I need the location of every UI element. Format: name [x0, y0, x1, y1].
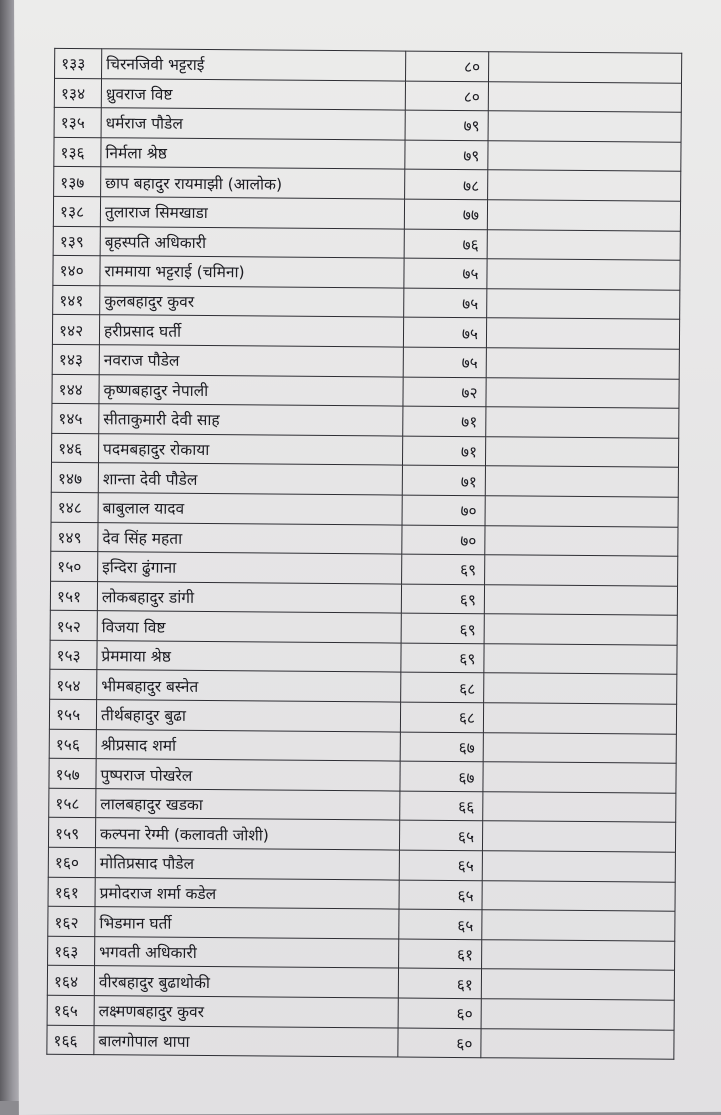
- score-cell: ६१: [398, 968, 481, 998]
- name-cell: भिडमान घर्ती: [95, 907, 399, 939]
- serial-number-cell: १५१: [50, 581, 97, 611]
- remarks-cell: [486, 407, 679, 438]
- serial-number-cell: १४४: [52, 374, 99, 404]
- name-cell: निर्मला श्रेष्ठ: [101, 137, 405, 169]
- serial-number-cell: १५६: [49, 729, 96, 759]
- table-row: [50, 640, 677, 675]
- remarks-cell: [485, 496, 678, 527]
- serial-number-cell: १४६: [51, 433, 98, 463]
- name-cell: कल्पना रेग्मी (कलावती जोशी): [95, 818, 399, 850]
- serial-number-cell: १६१: [48, 877, 95, 907]
- remarks-cell: [487, 288, 680, 319]
- name-cell: कुलबहादुर कुवर: [100, 285, 404, 317]
- remarks-cell: [487, 200, 680, 231]
- score-cell: ७८: [405, 169, 488, 199]
- serial-number-cell: १३५: [54, 108, 101, 138]
- serial-number-cell: १३३: [55, 48, 102, 78]
- table-row: [51, 492, 678, 527]
- score-cell: ७५: [404, 258, 487, 288]
- serial-number-cell: १५७: [49, 759, 96, 789]
- table-row: [54, 137, 681, 172]
- score-cell: ७६: [404, 229, 487, 259]
- score-cell: ८०: [406, 51, 489, 81]
- serial-number-cell: १३८: [53, 196, 100, 226]
- table-row: [54, 108, 681, 143]
- name-cell: सीताकुमारी देवी साह: [99, 404, 403, 436]
- score-cell: ६५: [399, 850, 482, 880]
- serial-number-cell: १५४: [50, 670, 97, 700]
- name-cell: वीरबहादुर बुढाथोकी: [94, 966, 398, 998]
- score-cell: ६५: [399, 909, 482, 939]
- name-cell: हरीप्रसाद घर्ती: [99, 315, 403, 347]
- name-cell: शान्ता देवी पौडेल: [98, 463, 402, 495]
- score-cell: ६०: [398, 1028, 481, 1058]
- remarks-cell: [487, 259, 680, 290]
- name-cell: नवराज पौडेल: [99, 345, 403, 377]
- serial-number-cell: १३७: [54, 167, 101, 197]
- remarks-cell: [483, 762, 676, 793]
- serial-number-cell: १६५: [47, 995, 94, 1025]
- results-table-body: [47, 48, 682, 1059]
- name-cell: कृष्णबहादुर नेपाली: [99, 374, 403, 406]
- table-row: [51, 551, 678, 586]
- serial-number-cell: १४५: [52, 403, 99, 433]
- table-row: [54, 167, 681, 202]
- results-table: [46, 48, 682, 1060]
- name-cell: ध्रुवराज विष्ट: [101, 78, 405, 110]
- remarks-cell: [484, 614, 677, 645]
- remarks-cell: [481, 1028, 674, 1059]
- score-cell: ६६: [400, 791, 483, 821]
- serial-number-cell: १६४: [47, 966, 94, 996]
- serial-number-cell: १४१: [53, 285, 100, 315]
- name-cell: लोकबहादुर डांगी: [97, 581, 401, 613]
- table-row: [51, 463, 678, 498]
- score-cell: ६९: [401, 584, 484, 614]
- table-row: [54, 78, 681, 113]
- serial-number-cell: १४७: [51, 463, 98, 493]
- score-cell: ६८: [400, 702, 483, 732]
- table-row: [50, 670, 677, 705]
- table-row: [47, 1025, 674, 1060]
- name-cell: धर्मराज पौडेल: [101, 108, 405, 140]
- name-cell: प्रमोदराज शर्मा कडेल: [95, 877, 399, 909]
- serial-number-cell: १३६: [54, 137, 101, 167]
- name-cell: पुष्पराज पोखरेल: [96, 759, 400, 791]
- serial-number-cell: १४९: [51, 522, 98, 552]
- score-cell: ७०: [402, 525, 485, 555]
- score-cell: ७१: [402, 436, 485, 466]
- name-cell: भीमबहादुर बस्नेत: [97, 670, 401, 702]
- remarks-cell: [481, 999, 674, 1030]
- name-cell: लालबहादुर खडका: [96, 789, 400, 821]
- serial-number-cell: १६०: [48, 847, 95, 877]
- name-cell: भगवती अधिकारी: [95, 936, 399, 968]
- remarks-cell: [482, 910, 675, 941]
- name-cell: तीर्थबहादुर बुढा: [96, 700, 400, 732]
- remarks-cell: [486, 348, 679, 379]
- name-cell: बृहस्पति अधिकारी: [100, 226, 404, 258]
- remarks-cell: [484, 644, 677, 675]
- remarks-cell: [485, 436, 678, 467]
- remarks-cell: [484, 584, 677, 615]
- score-cell: ७२: [403, 377, 486, 407]
- remarks-cell: [485, 555, 678, 586]
- name-cell: चिरनजिवी भट्टराई: [102, 49, 406, 81]
- score-cell: ६०: [398, 998, 481, 1028]
- serial-number-cell: १५०: [51, 551, 98, 581]
- document-page: [14, 0, 721, 1115]
- score-cell: ७१: [403, 406, 486, 436]
- remarks-cell: [488, 141, 681, 172]
- score-cell: ६५: [399, 880, 482, 910]
- name-cell: बालगोपाल थापा: [94, 1025, 398, 1057]
- score-cell: ६५: [399, 820, 482, 850]
- name-cell: तुलाराज सिमखाडा: [100, 197, 404, 229]
- score-cell: ७०: [402, 495, 485, 525]
- score-cell: ७१: [402, 465, 485, 495]
- serial-number-cell: १५२: [50, 611, 97, 641]
- score-cell: ६१: [399, 939, 482, 969]
- score-cell: ७९: [405, 140, 488, 170]
- score-cell: ७९: [405, 110, 488, 140]
- remarks-cell: [482, 851, 675, 882]
- remarks-cell: [483, 732, 676, 763]
- remarks-cell: [482, 880, 675, 911]
- remarks-cell: [483, 703, 676, 734]
- remarks-cell: [486, 377, 679, 408]
- table-row: [51, 522, 678, 557]
- serial-number-cell: १४२: [52, 315, 99, 345]
- score-cell: ७५: [403, 317, 486, 347]
- serial-number-cell: १४८: [51, 492, 98, 522]
- remarks-cell: [488, 81, 681, 112]
- name-cell: देव सिंह महता: [98, 522, 402, 554]
- remarks-cell: [487, 229, 680, 260]
- serial-number-cell: १६२: [48, 907, 95, 937]
- remarks-cell: [485, 525, 678, 556]
- score-cell: ६९: [401, 613, 484, 643]
- name-cell: छाप बहादुर रायमाझी (आलोक): [101, 167, 405, 199]
- remarks-cell: [483, 792, 676, 823]
- score-cell: ८०: [405, 81, 488, 111]
- name-cell: श्रीप्रसाद शर्मा: [96, 729, 400, 761]
- name-cell: विजया विष्ट: [97, 611, 401, 643]
- name-cell: प्रेममाया श्रेष्ठ: [97, 641, 401, 673]
- score-cell: ६८: [401, 673, 484, 703]
- results-table-wrapper: [46, 48, 682, 1060]
- serial-number-cell: १६६: [47, 1025, 94, 1055]
- table-row: [50, 611, 677, 646]
- remarks-cell: [488, 111, 681, 142]
- score-cell: ६९: [402, 554, 485, 584]
- remarks-cell: [486, 318, 679, 349]
- remarks-cell: [481, 969, 674, 1000]
- name-cell: राममाया भट्टराई (चमिना): [100, 256, 404, 288]
- score-cell: ६७: [400, 761, 483, 791]
- remarks-cell: [482, 821, 675, 852]
- serial-number-cell: १५५: [49, 699, 96, 729]
- serial-number-cell: १४३: [52, 344, 99, 374]
- serial-number-cell: १५३: [50, 640, 97, 670]
- serial-number-cell: १३४: [54, 78, 101, 108]
- serial-number-cell: १५८: [49, 788, 96, 818]
- remarks-cell: [482, 940, 675, 971]
- table-row: [50, 581, 677, 616]
- name-cell: इन्दिरा ढुंगाना: [98, 552, 402, 584]
- name-cell: मोतिप्रसाद पौडेल: [95, 848, 399, 880]
- name-cell: पदमबहादुर रोकाया: [98, 433, 402, 465]
- serial-number-cell: १५९: [48, 818, 95, 848]
- score-cell: ७५: [404, 288, 487, 318]
- score-cell: ७७: [404, 199, 487, 229]
- remarks-cell: [488, 170, 681, 201]
- name-cell: लक्ष्मणबहादुर कुवर: [94, 996, 398, 1028]
- table-row: [55, 48, 682, 83]
- serial-number-cell: १६३: [48, 936, 95, 966]
- remarks-cell: [485, 466, 678, 497]
- score-cell: ६७: [400, 732, 483, 762]
- table-row: [47, 995, 674, 1030]
- serial-number-cell: १३९: [53, 226, 100, 256]
- serial-number-cell: १४०: [53, 255, 100, 285]
- score-cell: ६९: [401, 643, 484, 673]
- remarks-cell: [484, 673, 677, 704]
- table-row: [47, 966, 674, 1001]
- name-cell: बाबुलाल यादव: [98, 493, 402, 525]
- score-cell: ७५: [403, 347, 486, 377]
- remarks-cell: [489, 52, 682, 83]
